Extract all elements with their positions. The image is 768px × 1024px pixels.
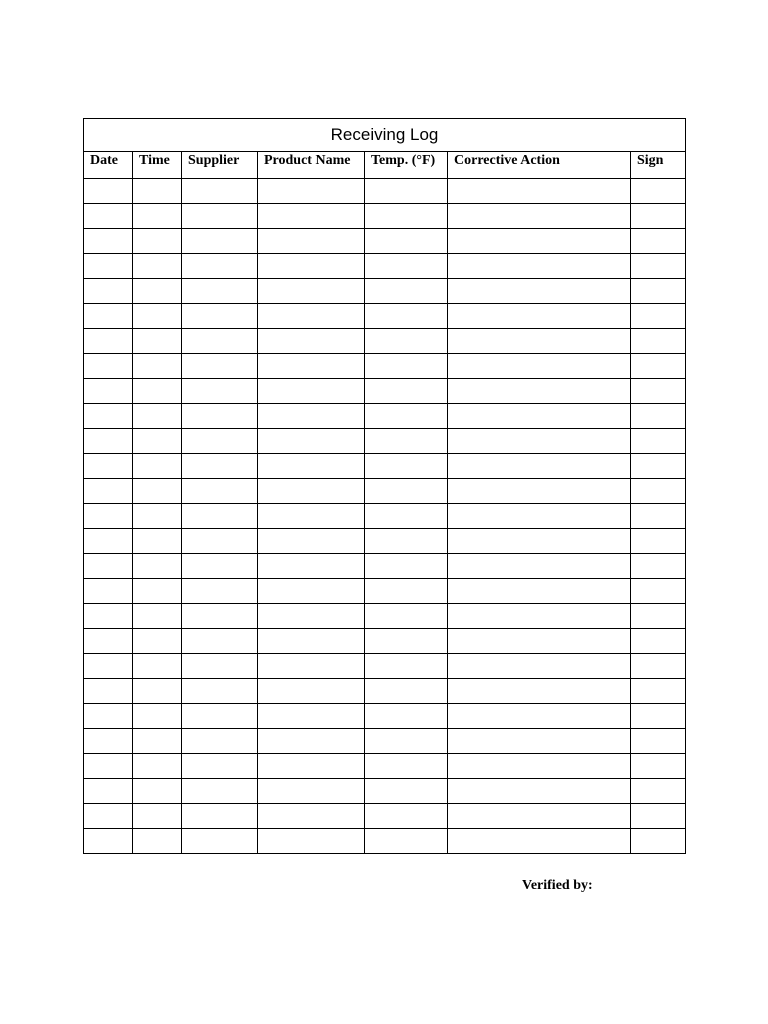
entry-cell-product-name[interactable] xyxy=(258,779,365,804)
column-header-supplier: Supplier xyxy=(182,152,258,179)
entry-cell-time[interactable] xyxy=(133,829,182,854)
entry-cell-time[interactable] xyxy=(133,779,182,804)
entry-cell-date[interactable] xyxy=(84,229,133,254)
table-row xyxy=(84,529,686,554)
entry-cell-temperature[interactable] xyxy=(365,729,448,754)
entry-cell-product-name[interactable] xyxy=(258,704,365,729)
entry-cell-temperature[interactable] xyxy=(365,629,448,654)
entry-cell-corrective-action[interactable] xyxy=(448,529,631,554)
table-row xyxy=(84,579,686,604)
entry-cell-sign[interactable] xyxy=(631,729,686,754)
entry-cell-sign[interactable] xyxy=(631,479,686,504)
table-row xyxy=(84,429,686,454)
entry-cell-temperature[interactable] xyxy=(365,779,448,804)
entry-cell-supplier[interactable] xyxy=(182,279,258,304)
entry-cell-product-name[interactable] xyxy=(258,404,365,429)
log-entries xyxy=(84,179,686,854)
entry-cell-sign[interactable] xyxy=(631,679,686,704)
entry-cell-time[interactable] xyxy=(133,454,182,479)
entry-cell-time[interactable] xyxy=(133,179,182,204)
entry-cell-temperature[interactable] xyxy=(365,179,448,204)
table-row xyxy=(84,279,686,304)
entry-cell-date[interactable] xyxy=(84,529,133,554)
entry-cell-date[interactable] xyxy=(84,379,133,404)
entry-cell-time[interactable] xyxy=(133,504,182,529)
entry-cell-date[interactable] xyxy=(84,629,133,654)
entry-cell-corrective-action[interactable] xyxy=(448,229,631,254)
entry-cell-sign[interactable] xyxy=(631,279,686,304)
entry-cell-supplier[interactable] xyxy=(182,429,258,454)
entry-cell-time[interactable] xyxy=(133,404,182,429)
entry-cell-product-name[interactable] xyxy=(258,604,365,629)
entry-cell-date[interactable] xyxy=(84,279,133,304)
entry-cell-date[interactable] xyxy=(84,604,133,629)
entry-cell-temperature[interactable] xyxy=(365,754,448,779)
column-header-temperature: Temp. (°F) xyxy=(365,152,448,179)
table-row xyxy=(84,229,686,254)
entry-cell-temperature[interactable] xyxy=(365,404,448,429)
entry-cell-corrective-action[interactable] xyxy=(448,479,631,504)
entry-cell-time[interactable] xyxy=(133,729,182,754)
column-header-corrective-action: Corrective Action xyxy=(448,152,631,179)
entry-cell-product-name[interactable] xyxy=(258,379,365,404)
table-row xyxy=(84,329,686,354)
table-row xyxy=(84,179,686,204)
entry-cell-supplier[interactable] xyxy=(182,329,258,354)
entry-cell-sign[interactable] xyxy=(631,704,686,729)
entry-cell-corrective-action[interactable] xyxy=(448,279,631,304)
entry-cell-time[interactable] xyxy=(133,554,182,579)
table-row xyxy=(84,729,686,754)
entry-cell-temperature[interactable] xyxy=(365,679,448,704)
table-row xyxy=(84,379,686,404)
entry-cell-corrective-action[interactable] xyxy=(448,779,631,804)
entry-cell-supplier[interactable] xyxy=(182,454,258,479)
entry-cell-supplier[interactable] xyxy=(182,404,258,429)
entry-cell-product-name[interactable] xyxy=(258,654,365,679)
entry-cell-temperature[interactable] xyxy=(365,229,448,254)
entry-cell-supplier[interactable] xyxy=(182,179,258,204)
entry-cell-time[interactable] xyxy=(133,604,182,629)
entry-cell-date[interactable] xyxy=(84,554,133,579)
entry-cell-corrective-action[interactable] xyxy=(448,354,631,379)
entry-cell-corrective-action[interactable] xyxy=(448,329,631,354)
entry-cell-corrective-action[interactable] xyxy=(448,179,631,204)
table-row xyxy=(84,704,686,729)
entry-cell-temperature[interactable] xyxy=(365,504,448,529)
entry-cell-supplier[interactable] xyxy=(182,704,258,729)
entry-cell-sign[interactable] xyxy=(631,504,686,529)
entry-cell-date[interactable] xyxy=(84,329,133,354)
entry-cell-sign[interactable] xyxy=(631,554,686,579)
entry-cell-supplier[interactable] xyxy=(182,479,258,504)
entry-cell-product-name[interactable] xyxy=(258,429,365,454)
entry-cell-date[interactable] xyxy=(84,829,133,854)
entry-cell-supplier[interactable] xyxy=(182,229,258,254)
entry-cell-sign[interactable] xyxy=(631,529,686,554)
entry-cell-time[interactable] xyxy=(133,354,182,379)
entry-cell-supplier[interactable] xyxy=(182,254,258,279)
entry-cell-product-name[interactable] xyxy=(258,454,365,479)
entry-cell-time[interactable] xyxy=(133,279,182,304)
table-row xyxy=(84,404,686,429)
table-row xyxy=(84,754,686,779)
entry-cell-temperature[interactable] xyxy=(365,829,448,854)
entry-cell-product-name[interactable] xyxy=(258,754,365,779)
form-title: Receiving Log xyxy=(84,119,686,152)
entry-cell-sign[interactable] xyxy=(631,229,686,254)
entry-cell-date[interactable] xyxy=(84,304,133,329)
entry-cell-date[interactable] xyxy=(84,254,133,279)
table-row xyxy=(84,479,686,504)
entry-cell-sign[interactable] xyxy=(631,754,686,779)
entry-cell-temperature[interactable] xyxy=(365,204,448,229)
entry-cell-corrective-action[interactable] xyxy=(448,804,631,829)
table-row xyxy=(84,629,686,654)
entry-cell-supplier[interactable] xyxy=(182,829,258,854)
entry-cell-product-name[interactable] xyxy=(258,729,365,754)
entry-cell-corrective-action[interactable] xyxy=(448,404,631,429)
entry-cell-temperature[interactable] xyxy=(365,454,448,479)
entry-cell-sign[interactable] xyxy=(631,604,686,629)
entry-cell-temperature[interactable] xyxy=(365,329,448,354)
entry-cell-date[interactable] xyxy=(84,779,133,804)
entry-cell-supplier[interactable] xyxy=(182,804,258,829)
entry-cell-corrective-action[interactable] xyxy=(448,629,631,654)
entry-cell-supplier[interactable] xyxy=(182,354,258,379)
entry-cell-date[interactable] xyxy=(84,504,133,529)
entry-cell-supplier[interactable] xyxy=(182,654,258,679)
entry-cell-product-name[interactable] xyxy=(258,329,365,354)
entry-cell-corrective-action[interactable] xyxy=(448,754,631,779)
entry-cell-product-name[interactable] xyxy=(258,229,365,254)
entry-cell-temperature[interactable] xyxy=(365,379,448,404)
receiving-log-table xyxy=(83,118,686,854)
entry-cell-corrective-action[interactable] xyxy=(448,604,631,629)
entry-cell-sign[interactable] xyxy=(631,379,686,404)
entry-cell-product-name[interactable] xyxy=(258,529,365,554)
entry-cell-temperature[interactable] xyxy=(365,654,448,679)
entry-cell-temperature[interactable] xyxy=(365,304,448,329)
entry-cell-sign[interactable] xyxy=(631,454,686,479)
table-row xyxy=(84,654,686,679)
entry-cell-sign[interactable] xyxy=(631,654,686,679)
entry-cell-date[interactable] xyxy=(84,704,133,729)
entry-cell-supplier[interactable] xyxy=(182,379,258,404)
entry-cell-product-name[interactable] xyxy=(258,479,365,504)
entry-cell-supplier[interactable] xyxy=(182,604,258,629)
entry-cell-sign[interactable] xyxy=(631,804,686,829)
entry-cell-sign[interactable] xyxy=(631,629,686,654)
entry-cell-corrective-action[interactable] xyxy=(448,454,631,479)
entry-cell-date[interactable] xyxy=(84,354,133,379)
entry-cell-supplier[interactable] xyxy=(182,729,258,754)
entry-cell-supplier[interactable] xyxy=(182,754,258,779)
entry-cell-time[interactable] xyxy=(133,704,182,729)
entry-cell-temperature[interactable] xyxy=(365,479,448,504)
entry-cell-sign[interactable] xyxy=(631,404,686,429)
entry-cell-date[interactable] xyxy=(84,679,133,704)
entry-cell-corrective-action[interactable] xyxy=(448,729,631,754)
entry-cell-date[interactable] xyxy=(84,754,133,779)
entry-cell-date[interactable] xyxy=(84,804,133,829)
entry-cell-corrective-action[interactable] xyxy=(448,429,631,454)
entry-cell-date[interactable] xyxy=(84,204,133,229)
entry-cell-date[interactable] xyxy=(84,579,133,604)
entry-cell-time[interactable] xyxy=(133,679,182,704)
entry-cell-corrective-action[interactable] xyxy=(448,654,631,679)
entry-cell-sign[interactable] xyxy=(631,579,686,604)
entry-cell-supplier[interactable] xyxy=(182,529,258,554)
entry-cell-product-name[interactable] xyxy=(258,179,365,204)
table-row xyxy=(84,679,686,704)
entry-cell-time[interactable] xyxy=(133,754,182,779)
table-row xyxy=(84,829,686,854)
table-row xyxy=(84,504,686,529)
column-header-time: Time xyxy=(133,152,182,179)
entry-cell-time[interactable] xyxy=(133,254,182,279)
entry-cell-time[interactable] xyxy=(133,304,182,329)
entry-cell-supplier[interactable] xyxy=(182,204,258,229)
entry-cell-corrective-action[interactable] xyxy=(448,204,631,229)
entry-cell-temperature[interactable] xyxy=(365,529,448,554)
entry-cell-time[interactable] xyxy=(133,479,182,504)
table-row xyxy=(84,254,686,279)
verified-by-label: Verified by: xyxy=(522,878,593,893)
entry-cell-sign[interactable] xyxy=(631,779,686,804)
entry-cell-time[interactable] xyxy=(133,529,182,554)
entry-cell-date[interactable] xyxy=(84,404,133,429)
entry-cell-temperature[interactable] xyxy=(365,554,448,579)
entry-cell-temperature[interactable] xyxy=(365,429,448,454)
entry-cell-sign[interactable] xyxy=(631,429,686,454)
entry-cell-temperature[interactable] xyxy=(365,804,448,829)
entry-cell-time[interactable] xyxy=(133,654,182,679)
entry-cell-temperature[interactable] xyxy=(365,279,448,304)
entry-cell-time[interactable] xyxy=(133,804,182,829)
entry-cell-time[interactable] xyxy=(133,329,182,354)
table-row xyxy=(84,804,686,829)
entry-cell-date[interactable] xyxy=(84,729,133,754)
entry-cell-product-name[interactable] xyxy=(258,354,365,379)
entry-cell-supplier[interactable] xyxy=(182,779,258,804)
entry-cell-corrective-action[interactable] xyxy=(448,379,631,404)
entry-cell-product-name[interactable] xyxy=(258,304,365,329)
table-row xyxy=(84,204,686,229)
entry-cell-corrective-action[interactable] xyxy=(448,679,631,704)
entry-cell-supplier[interactable] xyxy=(182,579,258,604)
entry-cell-corrective-action[interactable] xyxy=(448,304,631,329)
column-header-sign: Sign xyxy=(631,152,686,179)
table-row xyxy=(84,554,686,579)
entry-cell-product-name[interactable] xyxy=(258,679,365,704)
entry-cell-corrective-action[interactable] xyxy=(448,254,631,279)
entry-cell-product-name[interactable] xyxy=(258,829,365,854)
entry-cell-time[interactable] xyxy=(133,579,182,604)
entry-cell-time[interactable] xyxy=(133,204,182,229)
title-row xyxy=(84,119,686,152)
entry-cell-supplier[interactable] xyxy=(182,629,258,654)
header-row xyxy=(84,152,686,179)
table-row xyxy=(84,304,686,329)
entry-cell-date[interactable] xyxy=(84,179,133,204)
table-row xyxy=(84,779,686,804)
entry-cell-product-name[interactable] xyxy=(258,279,365,304)
entry-cell-corrective-action[interactable] xyxy=(448,579,631,604)
entry-cell-temperature[interactable] xyxy=(365,604,448,629)
entry-cell-product-name[interactable] xyxy=(258,554,365,579)
entry-cell-product-name[interactable] xyxy=(258,629,365,654)
entry-cell-date[interactable] xyxy=(84,454,133,479)
entry-cell-date[interactable] xyxy=(84,479,133,504)
entry-cell-time[interactable] xyxy=(133,629,182,654)
table-row xyxy=(84,604,686,629)
entry-cell-time[interactable] xyxy=(133,429,182,454)
entry-cell-product-name[interactable] xyxy=(258,204,365,229)
entry-cell-supplier[interactable] xyxy=(182,504,258,529)
entry-cell-time[interactable] xyxy=(133,229,182,254)
entry-cell-product-name[interactable] xyxy=(258,579,365,604)
table-row xyxy=(84,454,686,479)
entry-cell-temperature[interactable] xyxy=(365,254,448,279)
entry-cell-date[interactable] xyxy=(84,429,133,454)
entry-cell-product-name[interactable] xyxy=(258,804,365,829)
entry-cell-sign[interactable] xyxy=(631,354,686,379)
entry-cell-temperature[interactable] xyxy=(365,704,448,729)
entry-cell-sign[interactable] xyxy=(631,829,686,854)
entry-cell-corrective-action[interactable] xyxy=(448,829,631,854)
entry-cell-supplier[interactable] xyxy=(182,554,258,579)
column-header-date: Date xyxy=(84,152,133,179)
entry-cell-sign[interactable] xyxy=(631,304,686,329)
entry-cell-temperature[interactable] xyxy=(365,579,448,604)
entry-cell-corrective-action[interactable] xyxy=(448,504,631,529)
entry-cell-corrective-action[interactable] xyxy=(448,704,631,729)
entry-cell-sign[interactable] xyxy=(631,204,686,229)
entry-cell-product-name[interactable] xyxy=(258,504,365,529)
entry-cell-time[interactable] xyxy=(133,379,182,404)
entry-cell-sign[interactable] xyxy=(631,329,686,354)
entry-cell-sign[interactable] xyxy=(631,254,686,279)
table-row xyxy=(84,354,686,379)
entry-cell-supplier[interactable] xyxy=(182,679,258,704)
entry-cell-date[interactable] xyxy=(84,654,133,679)
column-header-product-name: Product Name xyxy=(258,152,365,179)
entry-cell-sign[interactable] xyxy=(631,179,686,204)
entry-cell-supplier[interactable] xyxy=(182,304,258,329)
entry-cell-product-name[interactable] xyxy=(258,254,365,279)
entry-cell-corrective-action[interactable] xyxy=(448,554,631,579)
entry-cell-temperature[interactable] xyxy=(365,354,448,379)
